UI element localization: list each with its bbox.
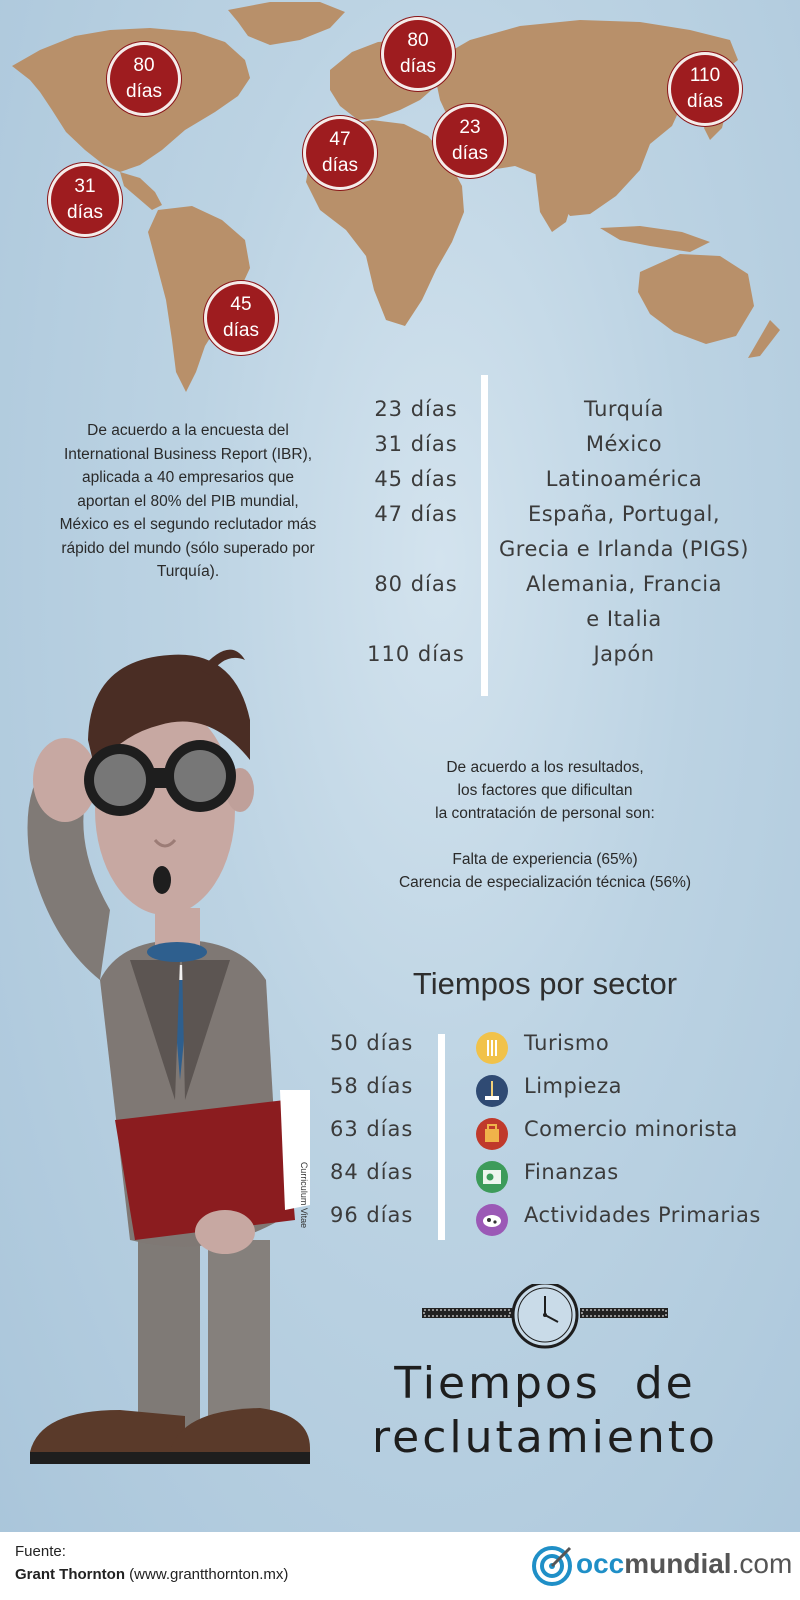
sector-divider — [438, 1034, 445, 1240]
country-name-line2: Grecia e Irlanda (PIGS) — [499, 537, 749, 561]
cow-icon — [476, 1204, 508, 1236]
target-icon — [532, 1546, 572, 1586]
country-days: 23 días — [374, 397, 458, 421]
clock-divider — [420, 1284, 670, 1354]
occmundial-logo[interactable] — [532, 1542, 800, 1592]
badge-mexico: 31 días — [48, 163, 122, 237]
country-divider — [481, 375, 488, 696]
country-name: Latinoamérica — [545, 467, 703, 491]
tourism-icon — [476, 1032, 508, 1064]
sector-days: 58 días — [330, 1074, 414, 1098]
finance-icon — [476, 1161, 508, 1193]
logo-dotcom: .com — [731, 1548, 793, 1579]
country-name: Turquía — [583, 397, 665, 421]
factors-intro-3: la contratación de personal son: — [435, 805, 655, 822]
source-label: Fuente: — [15, 1543, 66, 1560]
folder-label: Curriculum Vitae — [299, 1161, 309, 1229]
country-name: España, Portugal, — [527, 502, 721, 526]
country-days: 47 días — [374, 502, 458, 526]
badge-japan: 110 días — [668, 52, 742, 126]
ibr-paragraph: De acuerdo a la encuesta del International Business Report (IBR), aplicada a 40 empresarios que aportan el 80% del PIB mundial, México es el segundo reclutador más rápido del mundo (sólo superado por Turquía). — [59, 422, 317, 580]
country-name: México — [585, 432, 663, 456]
factors-intro-1: De acuerdo a los resultados, — [446, 759, 644, 776]
source-line — [15, 1566, 288, 1583]
central-america — [120, 172, 162, 210]
factor-item: Falta de experiencia (65%) — [452, 851, 638, 868]
new-zealand — [748, 320, 780, 358]
sector-days: 50 días — [330, 1031, 414, 1055]
badge-pigs: 47 días — [303, 116, 377, 190]
country-days: 110 días — [367, 642, 465, 666]
sector-label: Comercio minorista — [524, 1117, 738, 1141]
source-name: Grant Thornton — [15, 1566, 125, 1583]
country-name: Alemania, Francia — [526, 572, 722, 596]
greenland — [228, 2, 345, 45]
indonesia — [600, 226, 710, 252]
country-name: Japón — [593, 642, 655, 666]
sector-label: Actividades Primarias — [524, 1203, 761, 1227]
main-title-line2: reclutamiento — [372, 1412, 718, 1463]
sector-days: 84 días — [330, 1160, 414, 1184]
badge-usa: 80 días — [107, 42, 181, 116]
badge-europe: 80 días — [381, 17, 455, 91]
cleaning-icon — [476, 1075, 508, 1107]
source-url[interactable]: (www.grantthornton.mx) — [129, 1566, 289, 1583]
country-days: 45 días — [374, 467, 458, 491]
sector-label: Finanzas — [524, 1160, 619, 1184]
footer — [0, 1532, 800, 1600]
sector-title: Tiempos por sector — [412, 966, 678, 1001]
country-name-line2: e Italia — [586, 607, 662, 631]
badge-latam: 45 días — [204, 281, 278, 355]
badge-turkey: 23 días — [433, 104, 507, 178]
australia — [638, 254, 754, 344]
logo-occ: occ — [576, 1548, 625, 1579]
recruiter-illustration — [10, 640, 330, 1530]
factors-intro-2: los factores que dificultan — [457, 782, 633, 799]
sector-days: 63 días — [330, 1117, 414, 1141]
country-days: 31 días — [374, 432, 458, 456]
sector-days: 96 días — [330, 1203, 414, 1227]
main-title-line1: Tiempos de — [394, 1358, 696, 1409]
sector-label: Limpieza — [524, 1074, 622, 1098]
logo-mundial: mundial — [624, 1548, 732, 1579]
sector-label: Turismo — [524, 1031, 610, 1055]
factor-item: Carencia de especialización técnica (56%) — [398, 874, 692, 891]
retail-icon — [476, 1118, 508, 1150]
country-days: 80 días — [374, 572, 458, 596]
